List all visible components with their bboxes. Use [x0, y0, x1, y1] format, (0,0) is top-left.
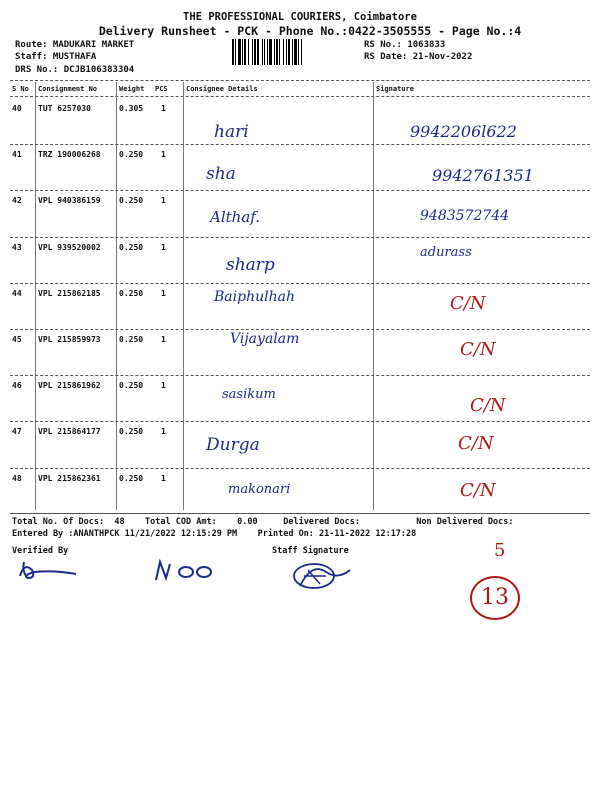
row-weight: 0.250	[119, 242, 144, 252]
row-pcs: 1	[161, 288, 166, 298]
row-consignment-no: TRZ 190006268	[38, 150, 101, 160]
row-separator	[10, 421, 590, 422]
row-sno: 46	[12, 381, 22, 391]
company-title: THE PROFESSIONAL COURIERS, Coimbatore	[183, 11, 417, 23]
row-consignment-no: VPL 215861962	[38, 381, 101, 391]
col-header-details: Consignee Details	[186, 85, 258, 93]
row-consignee-name: Vijayalam	[230, 331, 300, 347]
col-header-pcs: PCS	[155, 85, 168, 93]
row-pcs: 1	[161, 473, 166, 483]
row-pcs: 1	[161, 150, 166, 160]
row-signature: 9942761351	[432, 166, 534, 186]
col-header-consignment: Consignment No	[38, 85, 98, 93]
row-signature: C/N	[470, 395, 506, 417]
route-label: Route: MADUKARI MARKET	[15, 40, 135, 50]
row-consignment-no: VPL 215859973	[38, 335, 101, 344]
row-separator	[10, 468, 590, 469]
row-consignee-name: sasikum	[222, 387, 276, 403]
staff-signature-label: Staff Signature	[272, 546, 349, 556]
row-sno: 41	[12, 150, 22, 160]
row-separator	[10, 375, 590, 376]
row-weight: 0.250	[119, 473, 144, 483]
row-weight: 0.305	[119, 104, 144, 113]
totals-line: Total No. Of Docs: 48 Total COD Amt: 0.00 Delivered Docs: Non Delivered Docs:	[12, 517, 514, 527]
row-consignee-name: Baiphulhah	[214, 288, 295, 305]
row-pcs: 1	[161, 104, 166, 113]
row-weight: 0.250	[119, 381, 144, 391]
runsheet-title: Delivery Runsheet - PCK - Phone No.:0422-3505555 - Page No.:4	[98, 24, 522, 38]
row-signature: C/N	[460, 339, 496, 360]
row-pcs: 1	[161, 335, 166, 344]
row-sno: 47	[12, 427, 22, 437]
column-separator	[373, 82, 374, 510]
row-consignment-no: VPL 940386159	[38, 196, 101, 206]
table-bottom-rule	[10, 513, 590, 514]
row-consignment-no: VPL 939520002	[38, 242, 101, 252]
row-consignee-name: hari	[214, 122, 249, 142]
initials-drawing	[152, 556, 222, 586]
row-consignee-name: Althaf.	[210, 208, 261, 227]
col-header-sno: S No	[12, 85, 29, 93]
row-consignment-no: TUT 6257030	[38, 104, 91, 113]
drs-number: DRS No.: DCJB106383304	[15, 65, 135, 75]
row-sno: 43	[12, 242, 22, 252]
row-signature: C/N	[450, 292, 486, 314]
row-pcs: 1	[161, 242, 166, 252]
col-header-signature: Signature	[376, 85, 414, 93]
row-consignee-name: sharp	[226, 254, 275, 275]
column-separator	[116, 82, 117, 510]
row-pcs: 1	[161, 427, 166, 437]
row-pcs: 1	[161, 196, 166, 206]
mark-circle: 13	[470, 576, 520, 620]
row-consignee-name: sha	[206, 164, 236, 185]
row-signature: 9942206l622	[410, 122, 517, 141]
row-pcs: 1	[161, 381, 166, 391]
row-weight: 0.250	[119, 427, 144, 437]
row-consignment-no: VPL 215862361	[38, 473, 101, 483]
row-sno: 45	[12, 335, 22, 344]
row-sno: 42	[12, 196, 22, 206]
verifier-signature-drawing	[14, 556, 84, 586]
column-separator	[183, 82, 184, 510]
rs-number: RS No.: 1063833	[364, 40, 446, 50]
staff-label: Staff: MUSTHAFA	[15, 52, 97, 62]
row-sno: 40	[12, 104, 22, 113]
row-consignment-no: VPL 215862185	[38, 288, 101, 298]
row-consignee-name: makonari	[228, 481, 291, 497]
entered-by-line: Entered By :ANANTHPCK 11/21/2022 12:15:29 PM Printed On: 21-11-2022 12:17:28	[12, 529, 417, 539]
mark-count: 5	[494, 540, 506, 561]
row-separator	[10, 190, 590, 191]
row-separator	[10, 144, 590, 145]
row-signature: C/N	[460, 479, 496, 501]
row-separator	[10, 283, 590, 284]
barcode	[232, 39, 358, 65]
row-sno: 44	[12, 288, 22, 298]
row-weight: 0.250	[119, 150, 144, 160]
staff-signature-drawing	[290, 558, 360, 596]
col-header-weight: Weight	[119, 85, 145, 93]
column-separator	[35, 82, 36, 510]
verified-by-label: Verified By	[12, 546, 69, 556]
row-signature: 9483572744	[420, 208, 510, 225]
table-header-rule	[10, 96, 590, 97]
row-consignee-name: Durga	[206, 435, 260, 456]
row-sno: 48	[12, 473, 22, 483]
row-consignment-no: VPL 215864177	[38, 427, 101, 437]
row-weight: 0.250	[119, 335, 144, 344]
table-top-rule	[10, 80, 590, 81]
row-separator	[10, 237, 590, 238]
row-separator	[10, 329, 590, 330]
rs-date: RS Date: 21-Nov-2022	[364, 52, 473, 62]
row-signature: C/N	[458, 433, 494, 455]
row-weight: 0.250	[119, 288, 144, 298]
row-signature: adurass	[420, 244, 472, 260]
row-weight: 0.250	[119, 196, 144, 206]
